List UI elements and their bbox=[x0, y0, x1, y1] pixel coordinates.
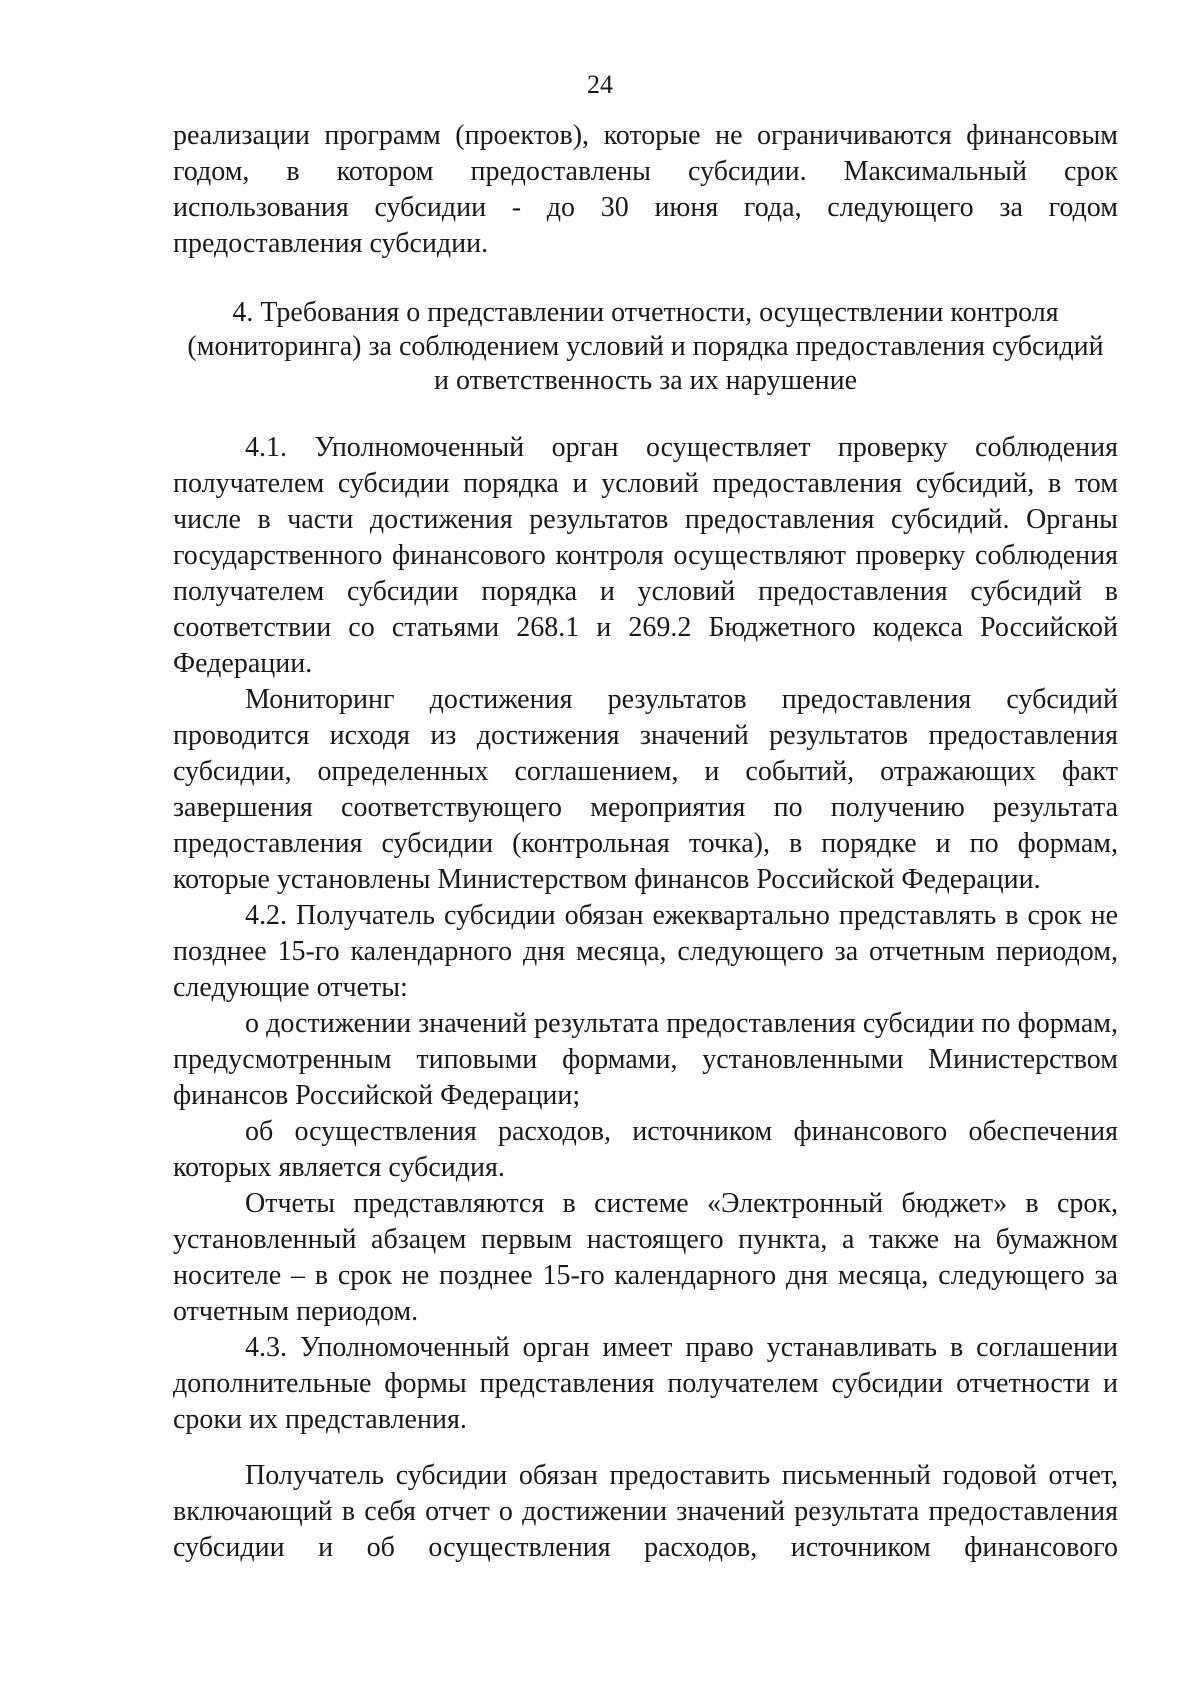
document-body bbox=[173, 118, 1118, 1566]
section-heading-line: и ответственность за их нарушение bbox=[433, 365, 858, 396]
page-number: 24 bbox=[587, 70, 613, 99]
section-heading-line: 4. Требования о представлении отчетности, осуществлении контроля bbox=[232, 297, 1059, 328]
paragraph-4-3: 4.3. Уполномоченный орган имеет право устанавливать в соглашении дополнительные формы представления получателем субсидии отчетности и сроки их представления. bbox=[173, 1332, 1118, 1435]
paragraph-monitoring: Мониторинг достижения результатов предоставления субсидий проводится исходя из достижения значений результатов предоставления субсидии, определенных соглашением, и событий, отражающих факт завершения соответствующего мероприятия по получению результата предоставления субсидии (контрольная точка), в порядке и по формам, которые установлены Министерством финансов Российской Федерации. bbox=[173, 684, 1118, 895]
paragraph-4-1: 4.1. Уполномоченный орган осуществляет проверку соблюдения получателем субсидии порядка и условий предоставления субсидий, в том числе в части достижения результатов предоставления субсидий. Органы государственного финансового контроля осуществляют проверку соблюдения получателем субсидии порядка и условий предоставления субсидий в соответствии со статьями 268.1 и 269.2 Бюджетного кодекса Российской Федерации. bbox=[173, 432, 1118, 679]
paragraph-4-2: 4.2. Получатель субсидии обязан ежеквартально представлять в срок не позднее 15-го календарного дня месяца, следующего за отчетным периодом, следующие отчеты: bbox=[173, 900, 1118, 1003]
paragraph-reports-submission: Отчеты представляются в системе «Электронный бюджет» в срок, установленный абзацем первым настоящего пункта, а также на бумажном носителе – в срок не позднее 15-го календарного дня месяца, следующего за отчетным периодом. bbox=[173, 1188, 1118, 1327]
paragraph-report-results: о достижении значений результата предоставления субсидии по формам, предусмотренным типовыми формами, установленными Министерством финансов Российской Федерации; bbox=[173, 1008, 1118, 1111]
section-heading bbox=[173, 296, 1118, 398]
paragraph-report-expenses: об осуществления расходов, источником финансового обеспечения которых является субсидия. bbox=[173, 1116, 1118, 1183]
section-heading-line: (мониторинга) за соблюдением условий и порядка предоставления субсидий bbox=[187, 331, 1104, 362]
paragraph-annual-report: Получатель субсидии обязан предоставить письменный годовой отчет, включающий в себя отчет о достижении значений результата предоставления субсидии и об осуществления расходов, источником финансового bbox=[173, 1460, 1118, 1563]
paragraph-continuation: реализации программ (проектов), которые не ограничиваются финансовым годом, в котором предоставлены субсидии. Максимальный срок использования субсидии - до 30 июня года, следующего за годом предоставления субсидии. bbox=[173, 120, 1118, 259]
